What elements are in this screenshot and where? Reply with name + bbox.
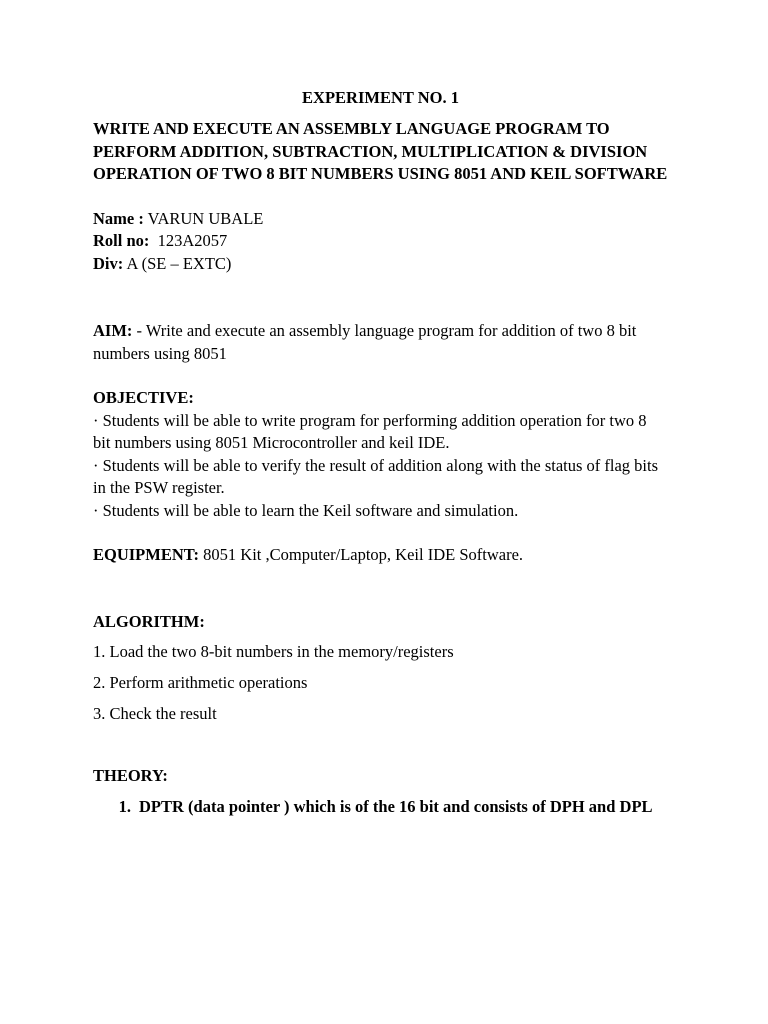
aim-text: - Write and execute an assembly language program for addition of two 8 bit numbers using 8051 <box>93 321 637 363</box>
student-name-line <box>93 208 668 231</box>
roll-number-line <box>93 230 668 253</box>
algorithm-step: 3. Check the result <box>93 704 217 723</box>
objective-point-3: · Students will be able to learn the Keil software and simulation. <box>93 500 519 520</box>
theory-item <box>93 796 668 817</box>
theory-item-number: 1. <box>118 796 131 816</box>
roll-value: 123A2057 <box>149 231 228 250</box>
objective-point-1: · Students will be able to write program for performing addition operation for two 8 bit numbers using 8051 Microcontroller and keil IDE. <box>93 410 647 452</box>
algorithm-steps <box>93 641 668 726</box>
experiment-title: WRITE AND EXECUTE AN ASSEMBLY LANGUAGE PROGRAM TO PERFORM ADDITION, SUBTRACTION, MULTIPLICATION & DIVISION OPERATION OF TWO 8 BIT NUMBERS USING 8051 AND KEIL SOFTWARE <box>93 119 668 183</box>
algorithm-heading: ALGORITHM: <box>93 611 205 631</box>
objective-point-2: · Students will be able to verify the result of addition along with the status of flag bits in the PSW register. <box>93 455 659 497</box>
name-label: Name : <box>93 208 144 228</box>
experiment-number: EXPERIMENT NO. 1 <box>302 88 459 107</box>
aim-paragraph <box>93 320 668 365</box>
div-label: Div: <box>93 253 124 273</box>
aim-label: AIM: <box>93 321 133 340</box>
name-value: VARUN UBALE <box>143 208 264 228</box>
equipment-text: 8051 Kit ,Computer/Laptop, Keil IDE Software. <box>199 545 524 564</box>
roll-label: Roll no: <box>93 231 150 250</box>
algorithm-step: 1. Load the two 8-bit numbers in the memory/registers <box>93 642 454 661</box>
div-value: A (SE – EXTC) <box>123 253 232 273</box>
theory-list <box>93 796 668 817</box>
equipment-paragraph <box>93 544 668 567</box>
division-line <box>93 253 668 276</box>
algorithm-step: 2. Perform arithmetic operations <box>93 673 308 692</box>
objective-heading: OBJECTIVE: <box>93 388 194 407</box>
theory-item-text: DPTR (data pointer ) which is of the 16 bit and consists of DPH and DPL <box>139 796 653 816</box>
theory-heading: THEORY: <box>93 766 168 785</box>
equipment-label: EQUIPMENT: <box>93 545 200 564</box>
